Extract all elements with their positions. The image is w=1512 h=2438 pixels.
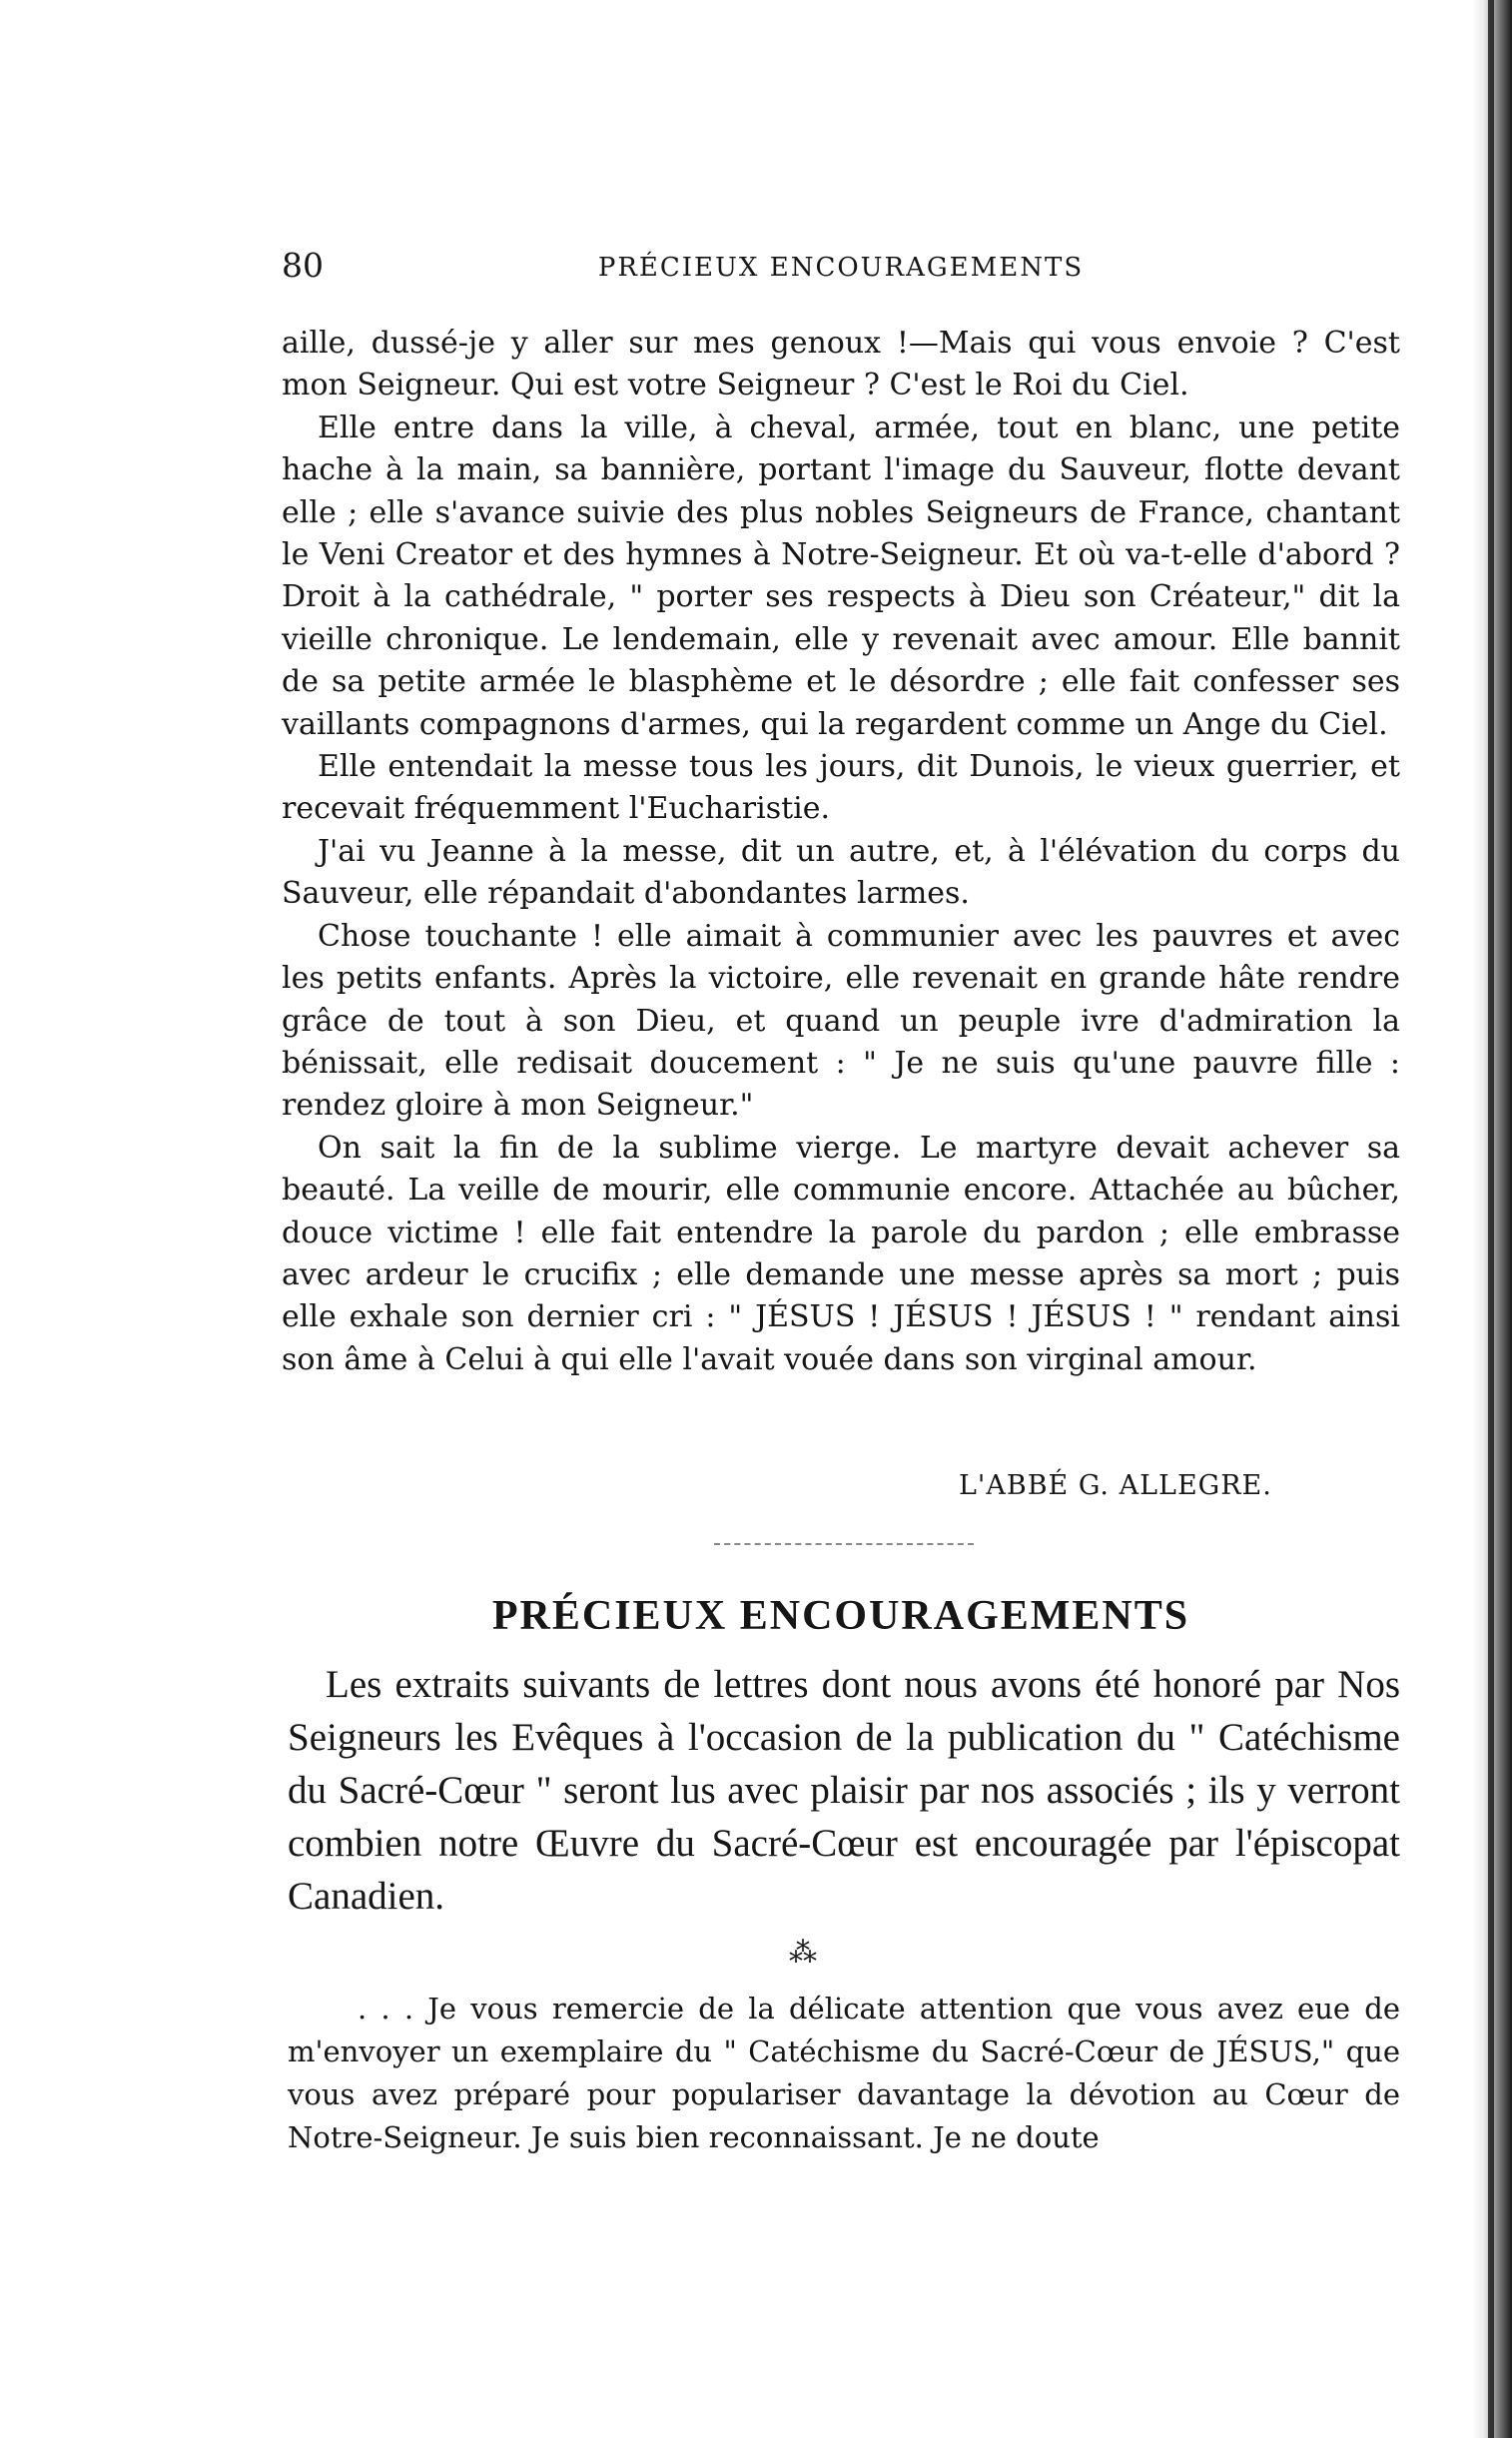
running-title: PRÉCIEUX ENCOURAGEMENTS	[597, 253, 1085, 283]
letter-excerpt: . . . Je vous remercie de la délicate attention que vous avez eue de m'envoyer un exemplaire du " Catéchisme du Sacré-Cœur de JÉSUS," que vous avez préparé pour populariser davantage la dévotion au Cœur de Notre-Seigneur. Je suis bien reconnaissant. Je ne doute	[288, 1992, 1400, 2154]
letter-excerpt-block	[288, 1988, 1400, 2159]
lead-paragraph: Les extraits suivants de lettres dont nous avons été honoré par Nos Seigneurs les Evêques à l'occasion de la publication du " Catéchisme du Sacré-Cœur " seront lus avec plaisir par nos associés ; ils y verront combien notre Œuvre du Sacré-Cœur est encouragée par l'épiscopat Canadien.	[288, 1663, 1400, 1918]
page-binding-edge	[1488, 0, 1494, 2438]
page-header	[282, 246, 1400, 286]
section-title: PRÉCIEUX ENCOURAGEMENTS	[491, 1593, 1190, 1639]
page-number: 80	[282, 246, 324, 285]
paragraph-continuation: aille, dussé-je y aller sur mes genoux !—Mais qui vous envoie ? C'est mon Seigneur. Qui est votre Seigneur ? C'est le Roi du Ciel.	[282, 326, 1400, 404]
body-text	[282, 323, 1400, 1381]
paragraph-entry-city: Elle entre dans la ville, à cheval, armée, tout en blanc, une petite hache à la main, sa bannière, portant l'image du Sauveur, flotte devant elle ; elle s'avance suivie des plus nobles Seigneurs de France, chantant le Veni Creator et des hymnes à Notre-Seigneur. Et où va-t-elle d'abord ? Droit à la cathédrale, " porter ses respects à Dieu son Créateur," dit la vieille chronique. Le lendemain, elle y revenait avec amour. Elle bannit de sa petite armée le blasphème et le désordre ; elle fait confesser ses vaillants compagnons d'armes, qui la regardent comme un Ange du Ciel.	[282, 409, 1400, 742]
paragraph-mass: J'ai vu Jeanne à la messe, dit un autre, et, à l'élévation du corps du Sauveur, elle répandait d'abondantes larmes.	[282, 833, 1400, 912]
author-signature: L'ABBÉ G. ALLEGRE.	[959, 1470, 1272, 1501]
asterism-ornament: ⁂	[789, 1936, 819, 1969]
paragraph-martyrdom: On sait la fin de la sublime vierge. Le martyre devait achever sa beauté. La veille de mourir, elle communie encore. Attachée au bûcher, douce victime ! elle fait entendre la parole du pardon ; elle embrasse avec ardeur le crucifix ; elle demande une messe après sa mort ; puis elle exhale son dernier cri : " JÉSUS ! JÉSUS ! JÉSUS ! " rendant ainsi son âme à Celui à qui elle l'avait vouée dans son virginal amour.	[282, 1130, 1400, 1377]
paragraph-dunois: Elle entendait la messe tous les jours, dit Dunois, le vieux guerrier, et recevait fréquemment l'Eucharistie.	[282, 749, 1400, 827]
section-lead	[288, 1658, 1400, 1923]
section-divider	[714, 1543, 974, 1545]
paragraph-communion: Chose touchante ! elle aimait à communier avec les pauvres et avec les petits enfants. Après la victoire, elle revenait en grande hâte rendre grâce de tout à son Dieu, et quand un peuple ivre d'admiration la bénissait, elle redisait doucement : " Je ne suis qu'une pauvre fille : rendez gloire à mon Seigneur."	[282, 918, 1400, 1124]
